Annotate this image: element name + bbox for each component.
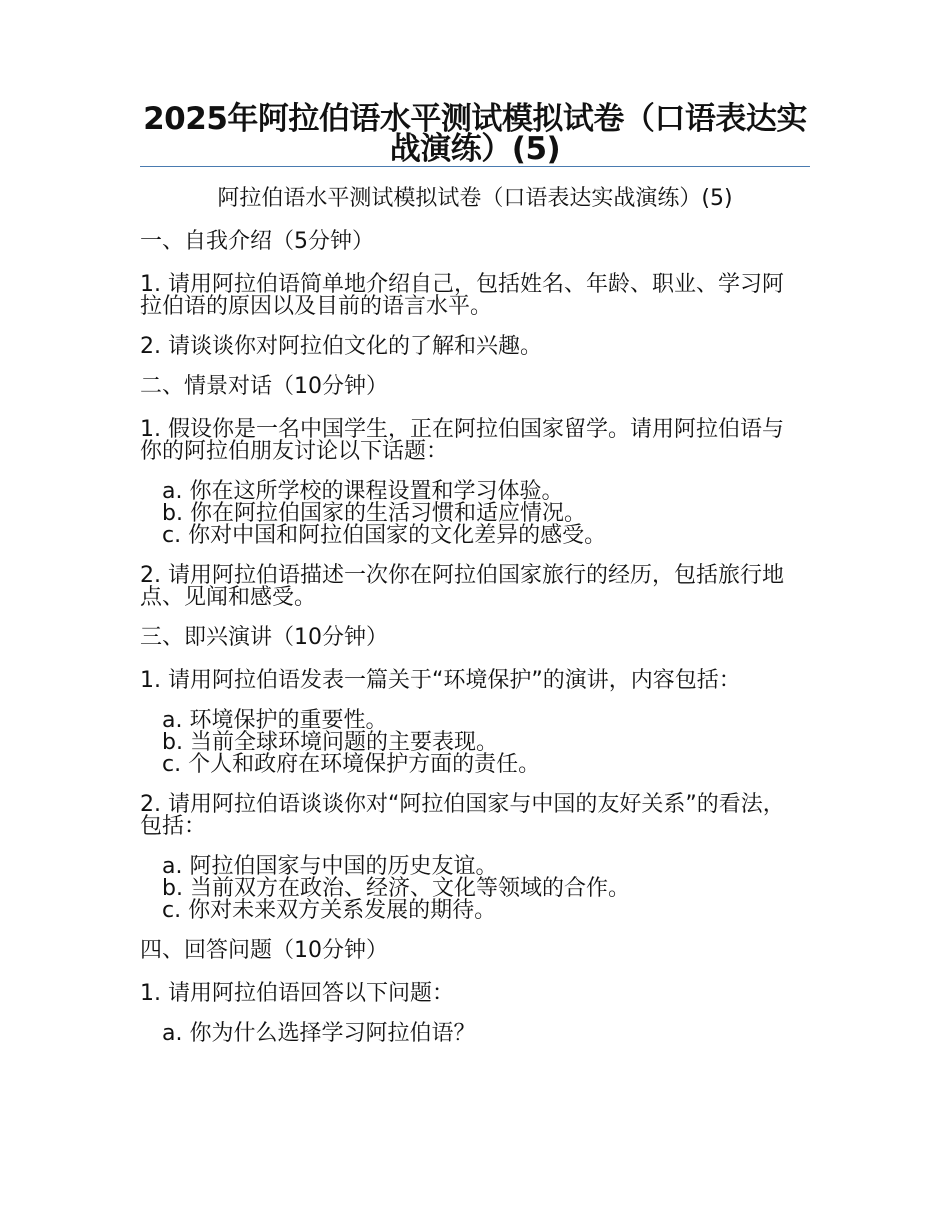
sub-question-item: a. 环境保护的重要性。 <box>162 708 388 733</box>
question-text: 1. 请用阿拉伯语回答以下问题： <box>140 981 454 1006</box>
sub-question-list <box>162 1023 810 1045</box>
document-subtitle: 阿拉伯语水平测试模拟试卷（口语表达实战演练）(5) <box>217 186 733 211</box>
sub-question-list <box>162 856 810 922</box>
sub-question-item: b. 当前全球环境问题的主要表现。 <box>162 730 498 755</box>
question-text: 1. 请用阿拉伯语简单地介绍自己，包括姓名、年龄、职业、学习阿拉伯语的原因以及目前的语言水平。 <box>140 272 784 319</box>
section-heading: 二、情景对话（10分钟） <box>140 374 388 399</box>
sub-question-item: b. 你在阿拉伯国家的生活习惯和适应情况。 <box>162 501 586 526</box>
sub-question-list <box>162 710 810 776</box>
sub-question-item: a. 阿拉伯国家与中国的历史友谊。 <box>162 854 498 879</box>
question-text: 1. 假设你是一名中国学生，正在阿拉伯国家留学。请用阿拉伯语与你的阿拉伯朋友讨论以下话题： <box>140 417 784 464</box>
sub-question-item: c. 你对未来双方关系发展的期待。 <box>162 898 497 923</box>
question-text: 2. 请谈谈你对阿拉伯文化的了解和兴趣。 <box>140 334 542 359</box>
sub-question-list <box>162 481 810 547</box>
question-text: 2. 请用阿拉伯语谈谈你对“阿拉伯国家与中国的友好关系”的看法，包括： <box>140 792 785 839</box>
sub-question-item: a. 你为什么选择学习阿拉伯语？ <box>162 1021 476 1046</box>
sub-question-item: a. 你在这所学校的课程设置和学习体验。 <box>162 479 564 504</box>
sub-question-item: c. 你对中国和阿拉伯国家的文化差异的感受。 <box>162 523 607 548</box>
question-text: 2. 请用阿拉伯语描述一次你在阿拉伯国家旅行的经历，包括旅行地点、见闻和感受。 <box>140 563 784 610</box>
sub-question-item: b. 当前双方在政治、经济、文化等领域的合作。 <box>162 876 630 901</box>
document-title: 2025年阿拉伯语水平测试模拟试卷（口语表达实战演练）(5) <box>143 101 807 167</box>
sub-question-item: c. 个人和政府在环境保护方面的责任。 <box>162 752 541 777</box>
section-heading: 四、回答问题（10分钟） <box>140 938 388 963</box>
section-heading: 三、即兴演讲（10分钟） <box>140 625 388 650</box>
exam-sections <box>140 228 810 1045</box>
section-heading: 一、自我介绍（5分钟） <box>140 229 374 254</box>
question-text: 1. 请用阿拉伯语发表一篇关于“环境保护”的演讲，内容包括： <box>140 668 741 693</box>
